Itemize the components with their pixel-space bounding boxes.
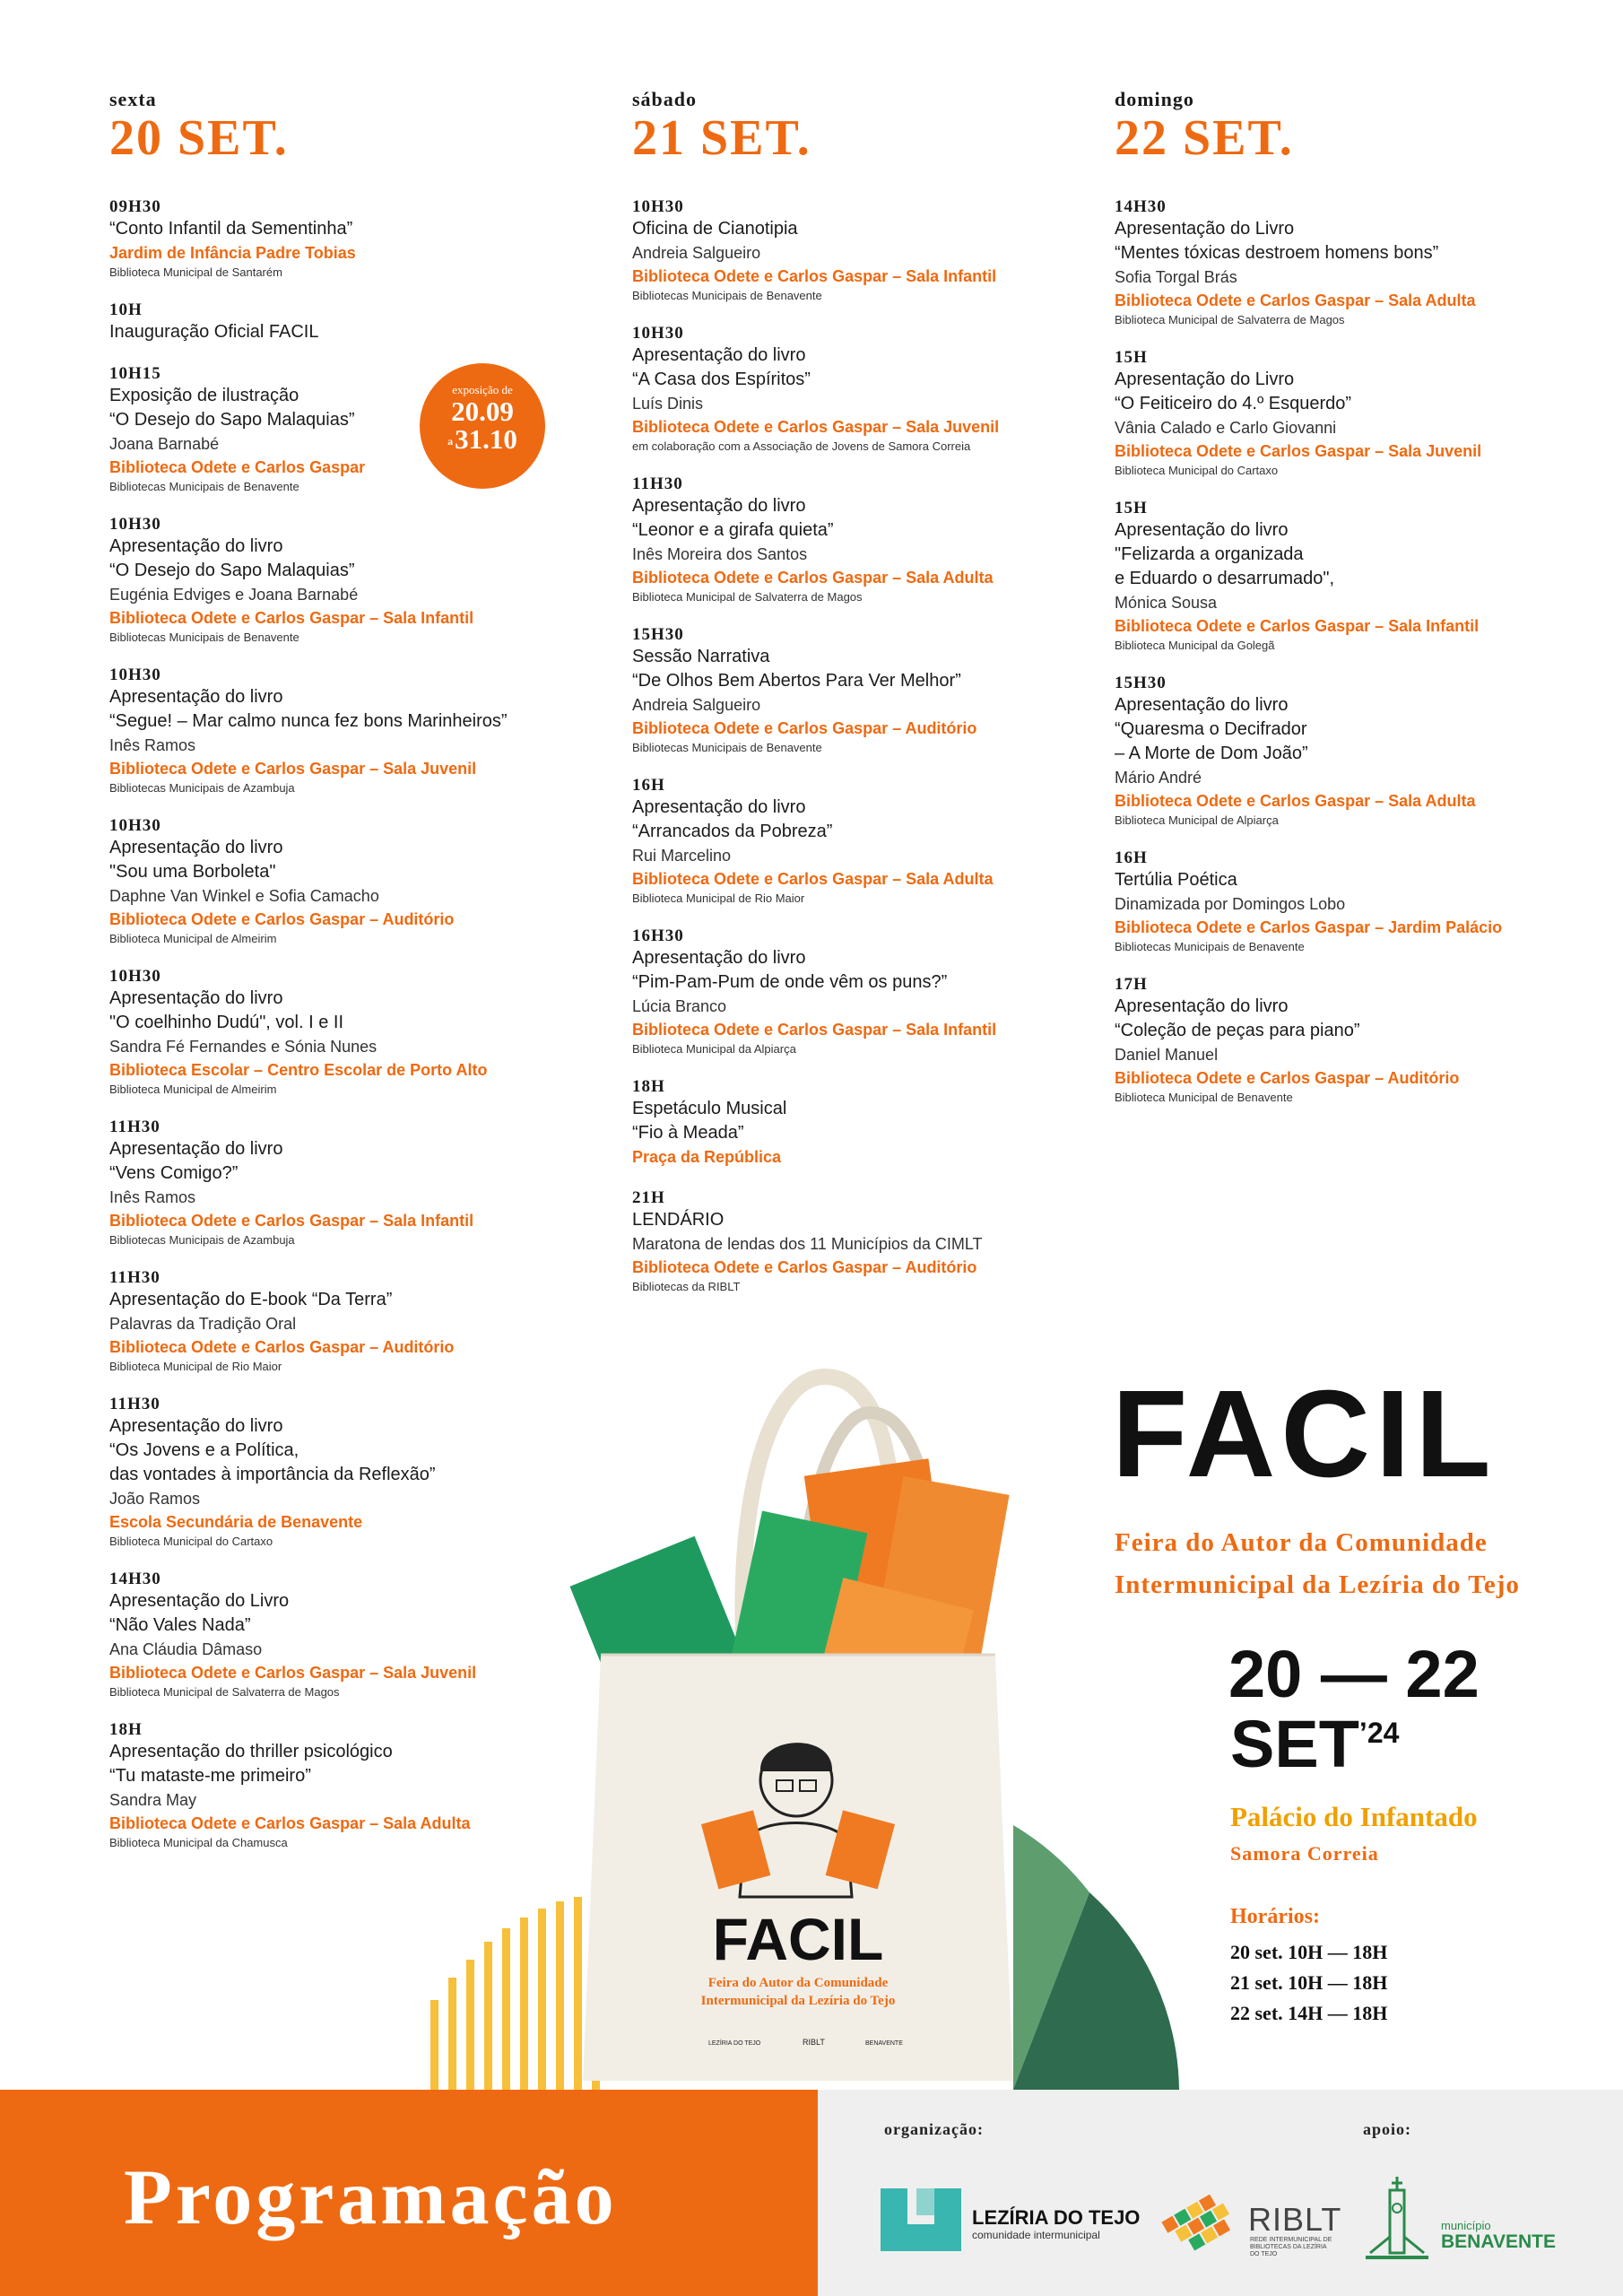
badge-sep: a [447,435,454,448]
event-place: Biblioteca Odete e Carlos Gaspar – Sala Adulta [1115,792,1476,810]
event-title: Apresentação do livro [109,687,283,707]
event-year: ’24 [1358,1717,1400,1749]
footer-partners [818,2090,1623,2296]
event-place: Jardim de Infância Padre Tobias [109,244,356,262]
badge-to-date: 31.10 [455,423,517,455]
day-date: 22 SET. [1115,110,1294,166]
event-title: Exposição de ilustração [109,386,299,405]
event-title: Apresentação do livro [1115,695,1289,715]
event-institution: Bibliotecas Municipais de Benavente [109,480,299,493]
event-author: Sandra May [109,1791,197,1809]
event-subtitle-line1: Feira do Autor da Comunidade [1115,1528,1488,1557]
event-place: Biblioteca Odete e Carlos Gaspar – Auditório [1115,1069,1460,1087]
event-institution: Biblioteca Municipal da Chamusca [109,1836,288,1849]
event-place: Biblioteca Odete e Carlos Gaspar – Sala Infantil [109,1212,474,1230]
riblt-sub: REDE INTERMUNICIPAL DE BIBLIOTECAS DA LEZÍRIA DO TEJO [1250,2237,1332,2257]
event-title: Oficina de Cianotipia [632,219,798,239]
event-title: Apresentação do Livro [109,1591,290,1611]
event-subtitle [1115,1522,1520,1606]
event-time: 16H [632,776,665,795]
event-institution: Bibliotecas Municipais de Azambuja [109,781,295,795]
event-title: Apresentação do livro [109,988,283,1008]
event-time: 11H30 [109,1268,161,1287]
event-place: Biblioteca Odete e Carlos Gaspar – Sala Juvenil [109,1664,477,1682]
event-title: Apresentação do livro [109,1416,283,1436]
badge-label: exposição de [452,383,513,396]
event-title-line3: e Eduardo o desarrumado", [1115,569,1335,588]
event-title: Apresentação do E-book “Da Terra” [109,1290,393,1309]
event-institution: Biblioteca Municipal de Rio Maior [109,1360,282,1373]
event-place: Biblioteca Odete e Carlos Gaspar – Auditório [109,1338,455,1356]
event-title-line2: “Leonor e a girafa quieta” [632,520,834,540]
event-institution: Biblioteca Municipal de Santarém [109,265,282,279]
tote-bag-illustration [565,1359,1031,2094]
event-author: Eugénia Edviges e Joana Barnabé [109,586,359,604]
event-institution: Biblioteca Municipal de Alpiarça [1115,813,1279,827]
event-place: Biblioteca Odete e Carlos Gaspar – Auditório [109,910,455,928]
event-title-line2: “Mentes tóxicas destroem homens bons” [1115,243,1439,263]
bag-line1: Feira do Autor da Comunidade [707,1976,889,1990]
event-author: Sandra Fé Fernandes e Sónia Nunes [109,1038,378,1056]
event-title-line3: – A Morte de Dom João” [1115,744,1308,763]
event-institution: Biblioteca Municipal de Benavente [1115,1091,1293,1104]
event-time: 10H [109,300,143,319]
event-title: Apresentação do livro [632,948,806,968]
event-city: Samora Correia [1230,1842,1379,1865]
event-author: Rui Marcelino [632,847,732,865]
event-time: 18H [109,1720,143,1739]
event-title: Apresentação do livro [1115,520,1289,540]
event-time: 10H30 [109,665,161,684]
event-time: 09H30 [109,197,161,216]
event-place: Biblioteca Odete e Carlos Gaspar – Sala Infantil [632,267,997,285]
footer-program-banner [0,2090,818,2296]
event-title-line2: “Segue! – Mar calmo nunca fez bons Marinheiros” [109,711,508,731]
event-institution: Bibliotecas Municipais de Benavente [109,631,299,644]
event-title-line3: das vontades à importância da Reflexão” [109,1465,436,1484]
bag-title: FACIL [712,1906,884,1972]
event-title: Apresentação do livro [1115,996,1289,1016]
event-author: Mónica Sousa [1115,594,1218,612]
event-title: Apresentação do Livro [1115,219,1295,239]
event-author: Daphne Van Winkel e Sofia Camacho [109,887,379,905]
event-title: “Conto Infantil da Sementinha” [109,219,353,239]
event-title: Inauguração Oficial FACIL [109,322,319,342]
hours-list [1230,1937,1387,2029]
benavente-logo-icon [1361,2172,1433,2271]
leziria-logo-icon [881,2188,961,2251]
event-place: Biblioteca Odete e Carlos Gaspar – Sala Juvenil [1115,442,1482,460]
bag-logo-benavente: BENAVENTE [865,2040,903,2047]
event-institution: Bibliotecas Municipais de Benavente [1115,940,1305,953]
event-place: Biblioteca Odete e Carlos Gaspar – Jardim Palácio [1115,918,1503,936]
event-month-label: SET [1230,1707,1359,1781]
event-author: Luís Dinis [632,395,704,413]
event-time: 15H30 [632,625,684,644]
hours-item: 21 set. 10H — 18H [1230,1971,1388,1994]
badge-from: 20.09 [451,396,514,427]
event-place: Biblioteca Odete e Carlos Gaspar – Auditório [632,1258,977,1276]
event-time: 15H30 [1115,674,1167,692]
event-title-line2: “O Desejo do Sapo Malaquias” [109,410,355,430]
event-title-line2: “A Casa dos Espíritos” [632,370,811,389]
event-author: Lúcia Branco [632,997,727,1015]
event-place: Biblioteca Odete e Carlos Gaspar [109,458,366,476]
event-time: 16H30 [632,926,684,945]
leziria-name: LEZÍRIA DO TEJO [972,2206,1141,2229]
organization-label: organização: [884,2120,984,2138]
event-institution: Biblioteca Municipal de Almeirim [109,932,277,945]
event-author: Dinamizada por Domingos Lobo [1115,895,1346,913]
event-place: Biblioteca Odete e Carlos Gaspar – Sala Adulta [632,870,994,888]
event-time: 10H30 [109,515,161,534]
event-institution: Biblioteca Municipal do Cartaxo [109,1535,273,1548]
event-title-line2: "Felizarda a organizada [1115,544,1304,564]
riblt-name: RIBLT [1248,2201,1342,2238]
event-time: 16H [1115,848,1148,867]
event-institution: Biblioteca Municipal da Golegã [1115,639,1275,652]
event-place: Biblioteca Odete e Carlos Gaspar – Sala Juvenil [632,418,1000,436]
event-title: Sessão Narrativa [632,647,770,666]
event-author: Inês Ramos [109,1188,196,1206]
event-institution: Biblioteca Municipal do Cartaxo [1115,464,1279,477]
event-institution: em colaboração com a Associação de Jovens de Samora Correia [632,439,971,453]
event-venue: Palácio do Infantado [1230,1801,1478,1832]
event-author: Joana Barnabé [109,435,220,453]
event-title: Tertúlia Poética [1115,870,1237,890]
event-time: 10H30 [632,197,684,216]
event-place: Biblioteca Odete e Carlos Gaspar – Sala Infantil [109,609,474,627]
event-title-line2: “Os Jovens e a Política, [109,1440,299,1460]
event-title: Apresentação do livro [632,345,806,365]
event-time: 17H [1115,975,1148,994]
event-title-line2: “Não Vales Nada” [109,1615,251,1635]
event-time: 10H15 [109,364,161,383]
event-time: 11H30 [632,474,683,493]
hours-item: 22 set. 14H — 18H [1230,2002,1388,2024]
event-author: Andreia Salgueiro [632,244,761,262]
day-date: 20 SET. [109,110,289,166]
event-place: Praça da República [632,1148,782,1166]
day-name: domingo [1115,88,1194,110]
municipality-label: município [1441,2219,1491,2232]
event-title: Apresentação do thriller psicológico [109,1742,393,1761]
event-time: 10H30 [109,967,161,986]
event-title-line2: "Sou uma Borboleta" [109,862,276,882]
event-title: Espetáculo Musical [632,1099,787,1118]
event-title-line2: “Quaresma o Decifrador [1115,719,1307,739]
event-institution: Biblioteca Municipal de Almeirim [109,1083,277,1096]
hours-label: Horários: [1230,1905,1320,1928]
event-place: Biblioteca Odete e Carlos Gaspar – Sala Adulta [632,569,994,587]
event-institution: Bibliotecas da RIBLT [632,1280,741,1293]
event-time: 21H [632,1188,665,1207]
event-author: Inês Ramos [109,736,196,754]
event-place: Biblioteca Odete e Carlos Gaspar – Sala Adulta [109,1814,471,1832]
bag-logo-riblt: RIBLT [803,2038,825,2047]
event-institution: Bibliotecas Municipais de Azambuja [109,1233,295,1247]
event-title-line2: “O Feiticeiro do 4.º Esquerdo” [1115,394,1352,413]
event-author: João Ramos [109,1490,201,1508]
program-title: Programação [124,2154,618,2241]
event-author: Andreia Salgueiro [632,696,761,714]
event-time: 15H [1115,348,1148,367]
event-place: Escola Secundária de Benavente [109,1513,363,1531]
event-place: Biblioteca Odete e Carlos Gaspar – Sala Infantil [632,1021,997,1039]
event-author: Mário André [1115,769,1202,787]
event-title: Apresentação do livro [109,838,283,857]
event-title: Apresentação do livro [632,797,806,817]
event-title: Apresentação do Livro [1115,370,1295,389]
event-author: Inês Moreira dos Santos [632,545,808,563]
event-time: 10H30 [632,324,684,343]
event-institution: Biblioteca Municipal de Salvaterra de Magos [1115,313,1345,326]
event-title: Apresentação do livro [109,1139,283,1159]
event-subtitle-line2: Intermunicipal da Lezíria do Tejo [1115,1570,1520,1599]
event-time: 15H [1115,499,1148,517]
event-title: Apresentação do livro [109,536,283,556]
event-title: Apresentação do livro [632,496,806,516]
event-place: Biblioteca Odete e Carlos Gaspar – Sala Juvenil [109,760,477,778]
riblt-logo-icon [1157,2184,1246,2256]
event-time: 11H30 [109,1118,161,1136]
event-title-line2: “De Olhos Bem Abertos Para Ver Melhor” [632,671,961,691]
event-title-line2: “Arrancados da Pobreza” [632,822,833,841]
day-date: 21 SET. [632,110,812,166]
bag-line2: Intermunicipal da Lezíria do Tejo [700,1994,896,2008]
bag-logo-lezíria: LEZÍRIA DO TEJO [708,2040,761,2047]
event-institution: Biblioteca Municipal de Salvaterra de Magos [109,1685,340,1699]
event-institution: Bibliotecas Municipais de Benavente [632,741,822,754]
event-title: FACIL [1112,1365,1497,1503]
event-title-line2: "O coelhinho Dudú", vol. I e II [109,1013,344,1032]
event-institution: Biblioteca Municipal da Alpiarça [632,1042,796,1056]
event-place: Biblioteca Odete e Carlos Gaspar – Sala Adulta [1115,291,1476,309]
event-time: 18H [632,1077,665,1096]
event-title-line2: “Coleção de peças para piano” [1115,1021,1360,1040]
event-author: Sofia Torgal Brás [1115,268,1237,286]
event-title-line2: “Pim-Pam-Pum de onde vêm os puns?” [632,972,948,992]
event-dates: 20 — 22 [1228,1637,1480,1711]
event-title-line2: “Vens Comigo?” [109,1163,239,1183]
leziria-sub: comunidade intermunicipal [972,2229,1100,2241]
event-author: Vânia Calado e Carlo Giovanni [1115,419,1337,437]
event-place: Biblioteca Odete e Carlos Gaspar – Sala Infantil [1115,617,1480,635]
event-time: 14H30 [109,1570,161,1588]
event-title-line2: “Fio à Meada” [632,1123,744,1143]
event-time: 14H30 [1115,197,1167,216]
municipality-name: BENAVENTE [1441,2231,1556,2252]
event-title-line2: “Tu mataste-me primeiro” [109,1766,311,1786]
event-author: Ana Cláudia Dâmaso [109,1640,263,1658]
event-institution: Bibliotecas Municipais de Benavente [632,289,822,302]
event-author: Maratona de lendas dos 11 Municípios da CIMLT [632,1235,983,1253]
day-name: sábado [632,88,698,110]
event-author: Daniel Manuel [1115,1046,1219,1064]
event-institution: Biblioteca Municipal de Rio Maior [632,891,805,905]
event-time: 10H30 [109,816,161,835]
event-place: Biblioteca Escolar – Centro Escolar de Porto Alto [109,1061,488,1079]
event-time: 11H30 [109,1395,161,1413]
event-month [1230,1707,1400,1781]
event-institution: Biblioteca Municipal de Salvaterra de Magos [632,590,863,604]
event-title-line2: “O Desejo do Sapo Malaquias” [109,561,355,580]
event-title: LENDÁRIO [632,1210,725,1230]
hours-item: 20 set. 10H — 18H [1230,1941,1388,1963]
day-name: sexta [109,88,157,110]
event-place: Biblioteca Odete e Carlos Gaspar – Auditório [632,719,977,737]
support-label: apoio: [1363,2120,1412,2138]
event-author: Palavras da Tradição Oral [109,1315,297,1333]
